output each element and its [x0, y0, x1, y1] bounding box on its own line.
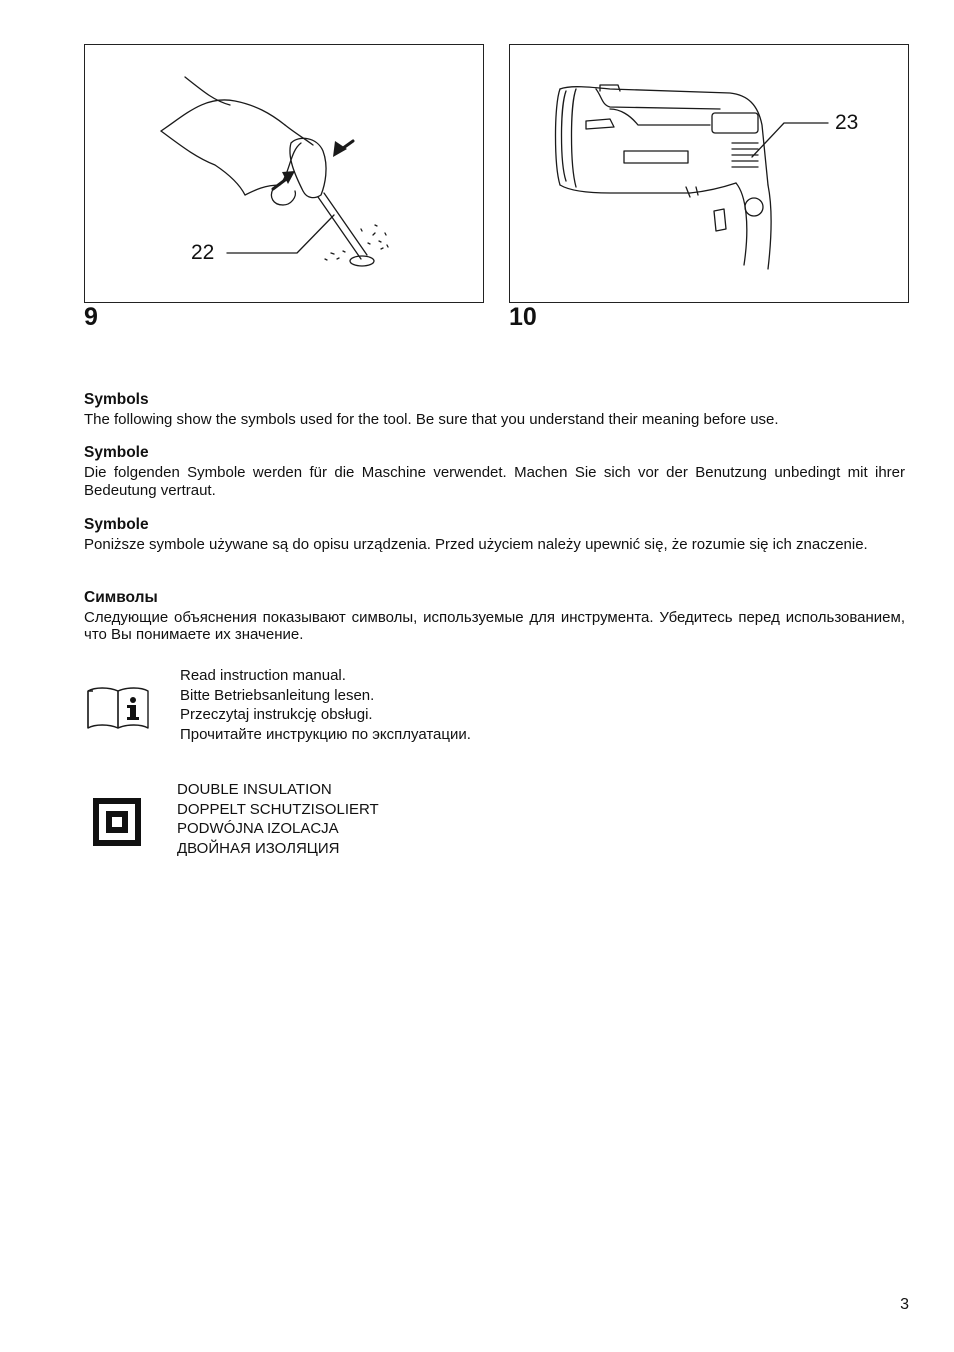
- double-insulation-icon: [93, 798, 141, 851]
- blower-bulb-illustration: [85, 45, 483, 302]
- section-heading: Symbole: [84, 516, 149, 533]
- double-insulation-text: [177, 780, 379, 858]
- callout-23: 23: [835, 111, 859, 134]
- figure-10-frame: [509, 44, 909, 303]
- power-tool-illustration: [510, 45, 908, 302]
- symbol-line: Прочитайте инструкцию по эксплуатации.: [180, 725, 471, 743]
- section-text: Poniższe symbole używane są do opisu urządzenia. Przed użyciem należy upewnić się, że rozumie się ich znaczenie.: [84, 536, 868, 553]
- section-text: The following show the symbols used for the tool. Be sure that you understand their meaning before use.: [84, 411, 779, 428]
- section-symbols-en: [84, 391, 905, 429]
- figure-9-number: 9: [84, 303, 98, 331]
- symbol-line: Bitte Betriebsanleitung lesen.: [180, 686, 375, 704]
- section-text: Следующие объяснения показывают символы, используемые для инструмента. Убедитесь перед использованием, что Вы понимаете их значение.: [84, 609, 905, 643]
- figure-9-frame: [84, 44, 484, 303]
- section-symbols-ru: [84, 589, 905, 643]
- read-manual-icon: [87, 685, 149, 736]
- figure-10-number: 10: [509, 303, 537, 331]
- section-heading: Symbols: [84, 391, 149, 408]
- symbol-line: ДВОЙНАЯ ИЗОЛЯЦИЯ: [177, 839, 340, 857]
- symbol-line: DOUBLE INSULATION: [177, 781, 332, 798]
- symbol-line: Read instruction manual.: [180, 667, 346, 684]
- section-symbols-pl: [84, 516, 905, 554]
- symbol-line: DOPPELT SCHUTZISOLIERT: [177, 800, 379, 818]
- section-text: Die folgenden Symbole werden für die Maschine verwendet. Machen Sie sich vor der Benutzung unbedingt mit ihrer Bedeutung vertraut.: [84, 464, 905, 499]
- section-heading: Symbole: [84, 444, 149, 461]
- read-manual-text: [180, 666, 471, 744]
- section-heading: Символы: [84, 589, 158, 606]
- symbol-line: PODWÓJNA IZOLACJA: [177, 820, 339, 837]
- page-number: 3: [900, 1296, 909, 1313]
- callout-22: 22: [191, 241, 215, 264]
- section-symbols-de: [84, 444, 905, 500]
- symbol-line: Przeczytaj instrukcję obsługi.: [180, 706, 373, 723]
